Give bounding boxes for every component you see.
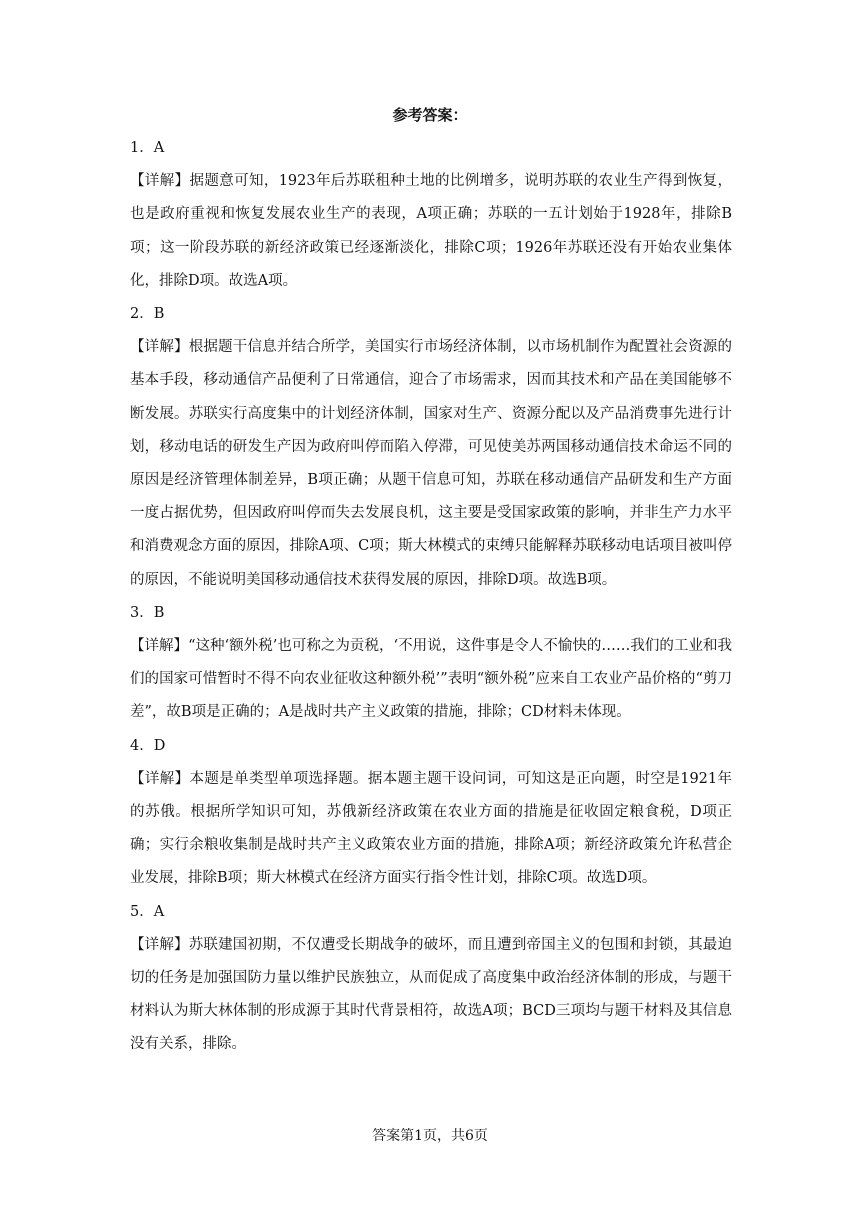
question-3-number: 3．B (130, 604, 165, 621)
question-5-number: 5．A (130, 903, 165, 920)
question-1-number: 1．A (130, 140, 165, 156)
question-3-explanation: 【详解】“这种‘额外税’也可称之为贡税，‘不用说，这件事是令人不愉快的……我们的工业和我们的国家可惜暂时不得不向农业征收这种额外税’”表明“额外税”应来自工农业产品价格的“剪刀差”，故B项是正确的；A是战时共产主义政策的措施，排除；CD材料未体现。 (130, 638, 732, 721)
answer-list (130, 132, 732, 1062)
page-title: 参考答案： (392, 106, 468, 124)
question-4-explanation: 【详解】本题是单类型单项选择题。据本题主题干设问词，可知这是正向题，时空是1921年的苏俄。根据所学知识可知，苏俄新经济政策在农业方面的措施是征收固定粮食税，D项正确；实行余粮收集制是战时共产主义政策农业方面的措施，排除A项；新经济政策允许私营企业发展，排除B项；斯大林模式在经济方面实行指令性计划，排除C项。故选D项。 (130, 770, 732, 887)
question-2-number: 2．B (130, 306, 165, 323)
page-footer: 答案第1页，共6页 (372, 1128, 488, 1144)
question-2-explanation: 【详解】根据题干信息并结合所学，美国实行市场经济体制，以市场机制作为配置社会资源的基本手段，移动通信产品便利了日常通信，迎合了市场需求，因而其技术和产品在美国能够不断发展。苏联实行高度集中的计划经济体制，国家对生产、资源分配以及产品消费事先进行计划，移动电话的研发生产因为政府叫停而陷入停滞，可见使美苏两国移动通信技术命运不同的原因是经济管理体制差异，B项正确；从题干信息可知，苏联在移动通信产品研发和生产方面一度占据优势，但因政府叫停而失去发展良机，这主要是受国家政策的影响，并非生产力水平和消费观念方面的原因，排除A项、C项；斯大林模式的束缚只能解释苏联移动电话项目被叫停的原因，不能说明美国移动通信技术获得发展的原因，排除D项。故选B项。 (130, 339, 732, 588)
question-5-explanation: 【详解】苏联建国初期，不仅遭受长期战争的破坏，而且遭到帝国主义的包围和封锁，其最迫切的任务是加强国防力量以维护民族独立，从而促成了高度集中政治经济体制的形成，与题干材料认为斯大林体制的形成源于其时代背景相符，故选A项；BCD三项均与题干材料及其信息没有关系，排除。 (130, 936, 732, 1053)
question-4-number: 4．D (130, 737, 166, 754)
question-1-explanation: 【详解】据题意可知，1923年后苏联租种土地的比例增多，说明苏联的农业生产得到恢复，也是政府重视和恢复发展农业生产的表现，A项正确；苏联的一五计划始于1928年，排除B项；这一阶段苏联的新经济政策已经逐渐淡化，排除C项；1926年苏联还没有开始农业集体化，排除D项。故选A项。 (130, 173, 732, 289)
